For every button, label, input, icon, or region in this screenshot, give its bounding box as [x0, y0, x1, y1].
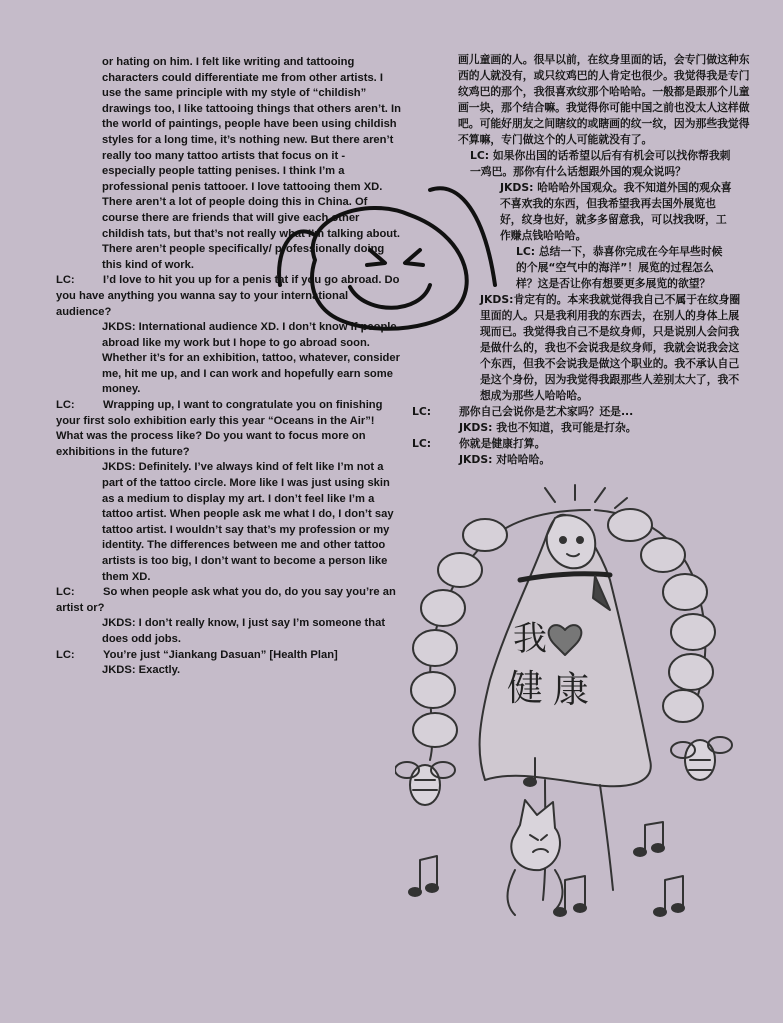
answer-jkds: JKDS: International audience XD. I don’t know if people abroad like my work but I hope to go abroad soon. Whether it’s for an exhibition, tattoo, whatever, consider me, hit me up, and I can work and hopefully earn some money. — [102, 321, 400, 396]
question-lc: LC: I’d love to hit you up for a penis tat if you go abroad. Do you have anything you wanna say to your international audience? — [56, 274, 400, 318]
answer-paragraph: or hating on him. I felt like writing and tattooing characters could differentiate me from other artists. I use the same principle with my style of “childish” drawings too, I like tattooing things that others aren’t. In the world of paintings, people have been using childish styles for a long time, it’s nothing new. But there aren’t really too many tattoo artists that focus on it - especially people tatting penises. I think I’m a professional penis tattooer. I love tattooing them XD. There aren’t a lot of people doing this in China. Of course there are friends that will give each other childish tats, but that’s not really what I’m talking about. There aren’t people specifically/ professionally doing this kind of work. — [102, 56, 401, 271]
question-lc: LC: You’re just “Jiankang Dasuan” [Health Plan] — [56, 648, 401, 664]
answer-jkds: JKDS: I don’t really know, I just say I’m someone that does odd jobs. — [102, 617, 386, 645]
drawing-char-jian: 健 — [507, 668, 544, 709]
drawing-char-kang: 康 — [553, 670, 590, 711]
drawing-char-wo: 我 — [513, 619, 547, 659]
answer-jkds-zh: JKDS:肯定有的。本来我就觉得我自己不属于在纹身圈里面的人。只是我利用我的东西去，在别人的身体上展现而已。我觉得我自己不是纹身师，只是说别人会问我是做什么的，我也不会说我是纹身师，我就会说我会这个东西，但我不会说我是做这个职业的。我不承认自己是这个身份，因为我觉得我跟那些人差别太大了，我不想成为那些人哈哈哈。 — [480, 293, 741, 402]
smiley-doodle — [255, 175, 525, 345]
question-lc-zh: LC: 那你自己会说你是艺术家吗？还是... — [412, 405, 634, 418]
speaker-label: LC: — [412, 437, 432, 450]
answer-jkds-zh: JKDS: 对哈哈哈。 — [459, 453, 551, 466]
english-column — [56, 55, 401, 679]
speaker-label: LC: — [56, 274, 75, 287]
question-lc: LC: So when people ask what you do, do you say you’re an artist or? — [56, 586, 396, 614]
speaker-label: LC: — [56, 586, 75, 599]
speaker-label: LC: — [56, 399, 75, 412]
answer-jkds-zh: JKDS: 哈哈哈外国观众。我不知道外国的观众喜不喜欢我的东西，但我希望我再去国外展览也好，纹身也好，就多多留意我，可以找我呀，工作赚点钱哈哈哈。 — [500, 181, 732, 242]
question-lc-zh: LC: 总结一下，恭喜你完成在今年早些时候的个展“空气中的海洋”！展览的过程怎么样？这是否让你有想要更多展览的欲望？ — [516, 245, 723, 290]
answer-jkds-zh: JKDS: 我也不知道，我可能是打杂。 — [459, 421, 637, 434]
answer-jkds: JKDS: Definitely. I’ve always kind of felt like I’m not a part of the tattoo circle. More like I was just using skin as a medium to display my art. I don’t feel like I’m a tattoo artist. When people ask me what I do, I don’t say tattoo artist. I wouldn’t say that’s my profession or my identity. The differences between me and other tattoo artists is too big, I don’t want to become a person like them XD. — [102, 461, 394, 583]
question-lc-zh: LC: 你就是健康打算。 — [412, 437, 546, 450]
answer-paragraph-zh: 画儿童画的人。很早以前，在纹身里面的话，会专门做这种东西的人就没有，或只纹鸡巴的人肯定也很少。我觉得我是专门纹鸡巴的那个，我很喜欢纹那个哈哈哈。一般都是跟那个儿童画一块，那个结合嘛。我觉得你可能中国之前也没太人这样做吧。可能好朋友之间瞎纹的或瞎画的纹一纹，因为那些我觉得不算嘛，专门做这个的人可能就没有了。 — [458, 53, 750, 146]
answer-jkds: JKDS: Exactly. — [102, 664, 181, 677]
speaker-label: LC: — [412, 405, 432, 418]
speaker-label: LC: — [56, 648, 75, 661]
character-drawing — [395, 480, 750, 950]
question-lc: LC: Wrapping up, I want to congratulate you on finishing your first solo exhibition early this year “Oceans in the Air”! What was the process like? Do you want to focus more on exhibitions in the future? — [56, 399, 383, 458]
question-lc-zh: LC: 如果你出国的话希望以后有有机会可以找你帮我刺一鸡巴。那你有什么话想跟外国的观众说吗？ — [470, 149, 731, 178]
